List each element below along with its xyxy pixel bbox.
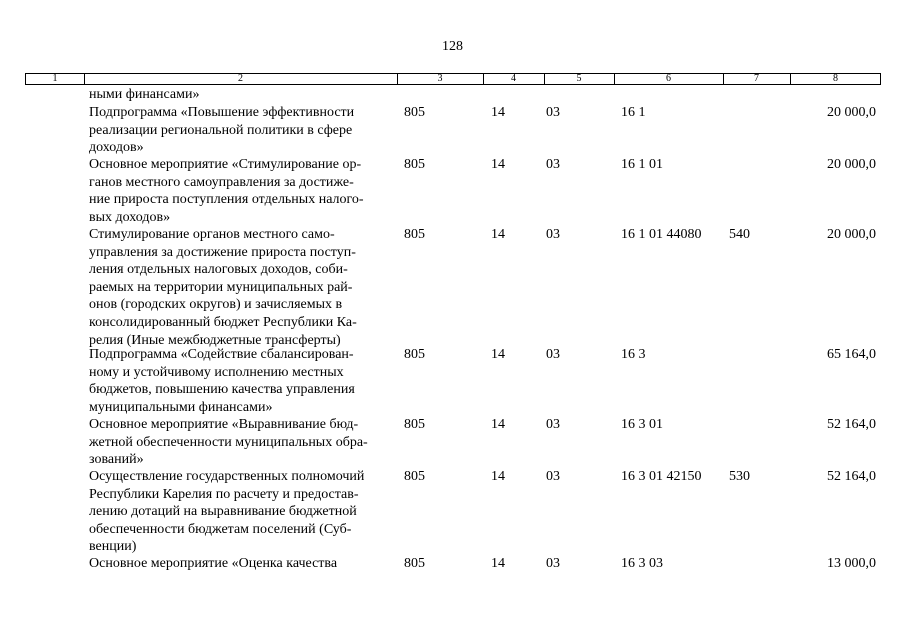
row-subsection-code: 03 bbox=[546, 417, 560, 432]
row-name: Основное мероприятие «Выравнивание бюд- жетной обеспеченности муниципальных обра- зований» bbox=[89, 417, 368, 468]
row-amount: 65 164,0 bbox=[827, 347, 876, 362]
row-target-code: 16 3 03 bbox=[621, 556, 663, 571]
row-ministry-code: 805 bbox=[404, 105, 425, 120]
row-section-code: 14 bbox=[491, 417, 505, 432]
column-header-6: 6 bbox=[666, 73, 671, 84]
row-section-code: 14 bbox=[491, 347, 505, 362]
row-name: Стимулирование органов местного само- управления за достижение прироста поступ- ления отдельных налоговых доходов, соби- раемых на территории муниципальных рай- онов (городских округов) и зачисляемых в консолидированный бюджет Республики Ка- релия (Иные межбюджетные трансферты) bbox=[89, 227, 357, 348]
row-name: Основное мероприятие «Оценка качества bbox=[89, 556, 338, 571]
row-name: Основное мероприятие «Стимулирование ор- ганов местного самоуправления за достиже- ние прироста поступления отдельных налого- вых доходов» bbox=[89, 157, 364, 225]
column-header-8: 8 bbox=[833, 73, 838, 84]
row-subsection-code: 03 bbox=[546, 227, 560, 242]
table-header-row bbox=[25, 73, 881, 85]
row-amount: 20 000,0 bbox=[827, 105, 876, 120]
row-amount: 13 000,0 bbox=[827, 556, 876, 571]
column-header-1: 1 bbox=[52, 73, 58, 84]
row-ministry-code: 805 bbox=[404, 417, 425, 432]
row-amount: 52 164,0 bbox=[827, 469, 876, 484]
row-section-code: 14 bbox=[491, 469, 505, 484]
row-subsection-code: 03 bbox=[546, 157, 560, 172]
row-target-code: 16 1 01 44080 bbox=[621, 227, 702, 242]
row-ministry-code: 805 bbox=[404, 556, 425, 571]
row-section-code: 14 bbox=[491, 157, 505, 172]
row-section-code: 14 bbox=[491, 105, 505, 120]
row-expense-type: 530 bbox=[729, 469, 750, 484]
row-target-code: 16 3 01 bbox=[621, 417, 663, 432]
row-section-code: 14 bbox=[491, 556, 505, 571]
column-header-3: 3 bbox=[437, 73, 443, 84]
row-ministry-code: 805 bbox=[404, 469, 425, 484]
row-subsection-code: 03 bbox=[546, 556, 560, 571]
row-subsection-code: 03 bbox=[546, 347, 560, 362]
row-amount: 20 000,0 bbox=[827, 227, 876, 242]
column-header-2: 2 bbox=[238, 73, 243, 84]
row-expense-type: 540 bbox=[729, 227, 750, 242]
row-name: Подпрограмма «Содействие сбалансирован- ному и устойчивому исполнению местных бюджетов, повышению качества управления муниципальными финансами» bbox=[89, 347, 355, 415]
row-name: ными финансами» bbox=[89, 87, 200, 102]
row-target-code: 16 3 01 42150 bbox=[621, 469, 702, 484]
row-subsection-code: 03 bbox=[546, 469, 560, 484]
row-name: Подпрограмма «Повышение эффективности реализации региональной политики в сфере доходов» bbox=[89, 105, 355, 156]
column-header-5: 5 bbox=[576, 73, 582, 84]
column-header-4: 4 bbox=[511, 73, 516, 84]
row-ministry-code: 805 bbox=[404, 347, 425, 362]
row-subsection-code: 03 bbox=[546, 105, 560, 120]
row-amount: 20 000,0 bbox=[827, 157, 876, 172]
row-ministry-code: 805 bbox=[404, 157, 425, 172]
row-target-code: 16 3 bbox=[621, 347, 646, 362]
row-amount: 52 164,0 bbox=[827, 417, 876, 432]
page-number: 128 bbox=[442, 39, 463, 54]
row-name: Осуществление государственных полномочий Республики Карелия по расчету и предостав- лению дотаций на выравнивание бюджетной обеспеченности бюджетам поселений (Суб- венции) bbox=[89, 469, 365, 555]
row-target-code: 16 1 01 bbox=[621, 157, 663, 172]
row-ministry-code: 805 bbox=[404, 227, 425, 242]
row-target-code: 16 1 bbox=[621, 105, 646, 120]
row-section-code: 14 bbox=[491, 227, 505, 242]
column-header-7: 7 bbox=[754, 73, 759, 84]
